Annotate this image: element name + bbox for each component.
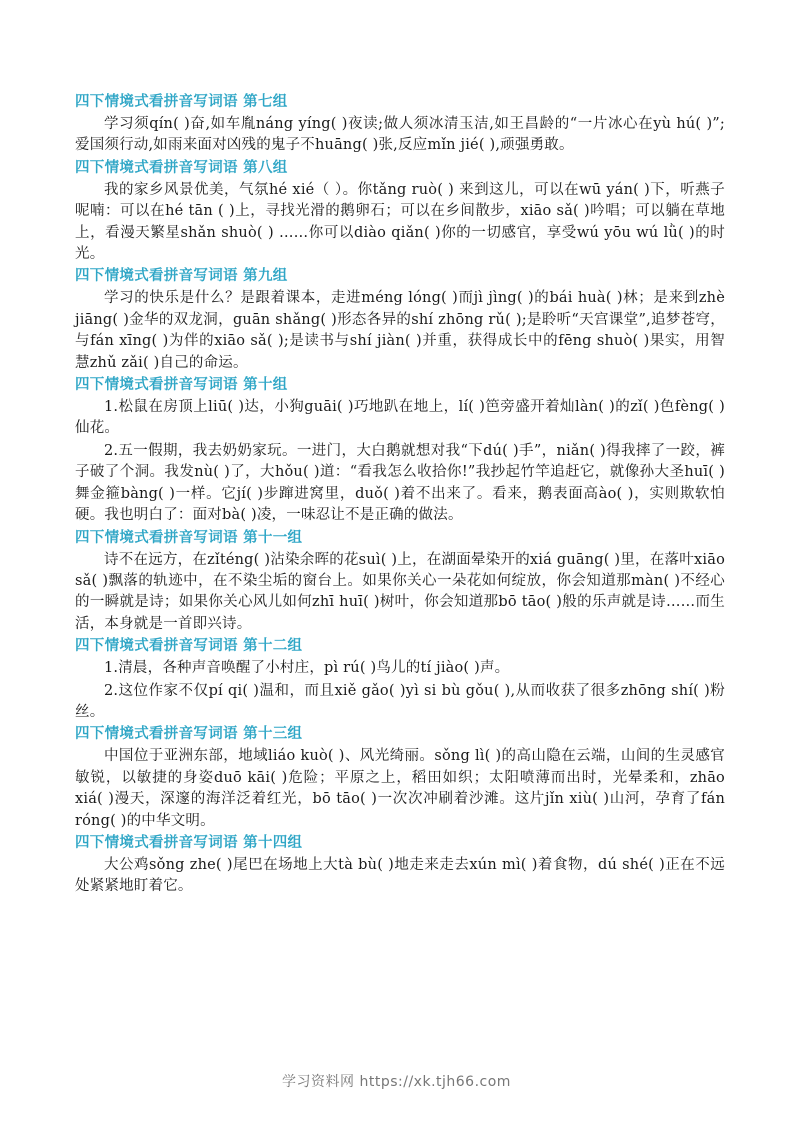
exercise-paragraph: 中国位于亚洲东部，地域liáo kuò( )、风光绮丽。sǒng lì( )的高山隐在云端，山间的生灵感官敏锐，以敏捷的身姿duō kāi( )危险；平原之上，稻田如织；太阳喷薄而出时，光晕柔和，zhāo xiá( )漫天，深邃的海洋泛着红光，bō tāo( )一次次冲刷着沙滩。这片jǐn xiù( )山河，孕育了fán róng( )的中华文明。 — [75, 748, 725, 829]
section-heading: 四下情境式看拼音写词语 第八组 — [75, 159, 288, 176]
section-heading: 四下情境式看拼音写词语 第十四组 — [75, 834, 303, 851]
exercise-paragraph: 学习的快乐是什么？是跟着课本，走进méng lóng( )而jì jìng( )的bái huà( )林；是来到zhè jiāng( )金华的双龙洞，guān shǎng( )形态各异的shí zhōng rǔ( );是聆听“天宫课堂”,追梦苍穹，与fán xīng( )为伴的xiāo sǎ( );是读书与shí jiàn( )并重，获得成长中的fēng shuò( )果实，用智慧zhǔ zǎi( )自己的命运。 — [75, 290, 725, 371]
exercise-group — [75, 636, 725, 723]
exercise-group — [75, 266, 725, 374]
exercise-paragraph: 我的家乡风景优美，气氛hé xié（ ）。你tǎng ruò( ) 来到这儿，可以在wū yán( )下，听燕子呢喃：可以在hé tān ( )上，寻找光滑的鹅卵石；可以在乡间散步，xiāo sǎ( )吟唱；可以躺在草地上，看漫天繁星shǎn shuò( ) ……你可以diào qiǎn( )你的一切感官，享受wú yōu wú lǜ( )的时光。 — [75, 181, 725, 263]
exercise-group — [75, 92, 725, 157]
exercise-paragraph: 1.松鼠在房顶上liū( )达，小狗guāi( )巧地趴在地上，lí( )笆旁盛开着灿làn( )的zǐ( )色fèng( )仙花。 — [75, 399, 725, 437]
section-heading: 四下情境式看拼音写词语 第九组 — [75, 268, 288, 285]
section-heading: 四下情境式看拼音写词语 第十组 — [75, 377, 288, 394]
exercise-paragraph: 1.清晨，各种声音唤醒了小村庄，pì rú( )鸟儿的tí jiào( )声。 — [104, 660, 510, 677]
section-heading: 四下情境式看拼音写词语 第十一组 — [75, 529, 303, 546]
exercise-paragraph: 学习须qín( )奋,如车胤náng yíng( )夜读;做人须冰清玉洁,如王昌龄的“一片冰心在yù hú( )”;爱国须行动,如雨来面对凶残的鬼子不huāng( )张,反应mǐn jié( ),顽强勇敢。 — [75, 116, 725, 154]
exercise-paragraph: 大公鸡sǒng zhe( )尾巴在场地上大tà bù( )地走来走去xún mì( )着食物，dú shé( )正在不远处紧紧地盯着它。 — [75, 856, 725, 895]
exercise-paragraph: 诗不在远方，在zǐténg( )沾染余晖的花suì( )上，在湖面晕染开的xiá guāng( )里，在落叶xiāo sǎ( )飘落的轨迹中，在不染尘垢的窗台上。如果你关心一朵花如何绽放，你会知道那màn( )不经心的一瞬就是诗；如果你关心风儿如何zhī huī( )树叶，你会知道那bō tāo( )般的乐声就是诗……而生活，本身就是一首即兴诗。 — [75, 551, 725, 632]
exercise-group — [75, 833, 725, 898]
exercise-group — [75, 375, 725, 526]
exercise-paragraph: 2.五一假期，我去奶奶家玩。一进门，大白鹅就想对我“下dú( )手”，niǎn( )得我摔了一跤，裤子破了个洞。我发nù( )了，大hǒu( )道：“看我怎么收拾你!”我抄起竹竿追赶它，就像孙大圣huī( )舞金箍bàng( )一样。它jí( )步蹿进窝里，duǒ( )着不出来了。看来，鹅表面高ào( )，实则欺软怕硬。我也明白了：面对bà( )凌，一味忍让不是正确的做法。 — [75, 442, 725, 524]
page-footer: 学习资料网 https://xk.tjh66.com — [282, 1074, 511, 1090]
section-heading: 四下情境式看拼音写词语 第十二组 — [75, 638, 303, 655]
exercise-group — [75, 724, 725, 832]
exercise-group — [75, 528, 725, 636]
section-heading: 四下情境式看拼音写词语 第十三组 — [75, 726, 303, 743]
document-body — [75, 92, 725, 899]
exercise-paragraph: 2.这位作家不仅pí qi( )温和，而且xiě gǎo( )yì si bù gǒu( ),从而收获了很多zhōng shí( )粉丝。 — [75, 682, 725, 720]
exercise-group — [75, 158, 725, 266]
section-heading: 四下情境式看拼音写词语 第七组 — [75, 94, 288, 110]
